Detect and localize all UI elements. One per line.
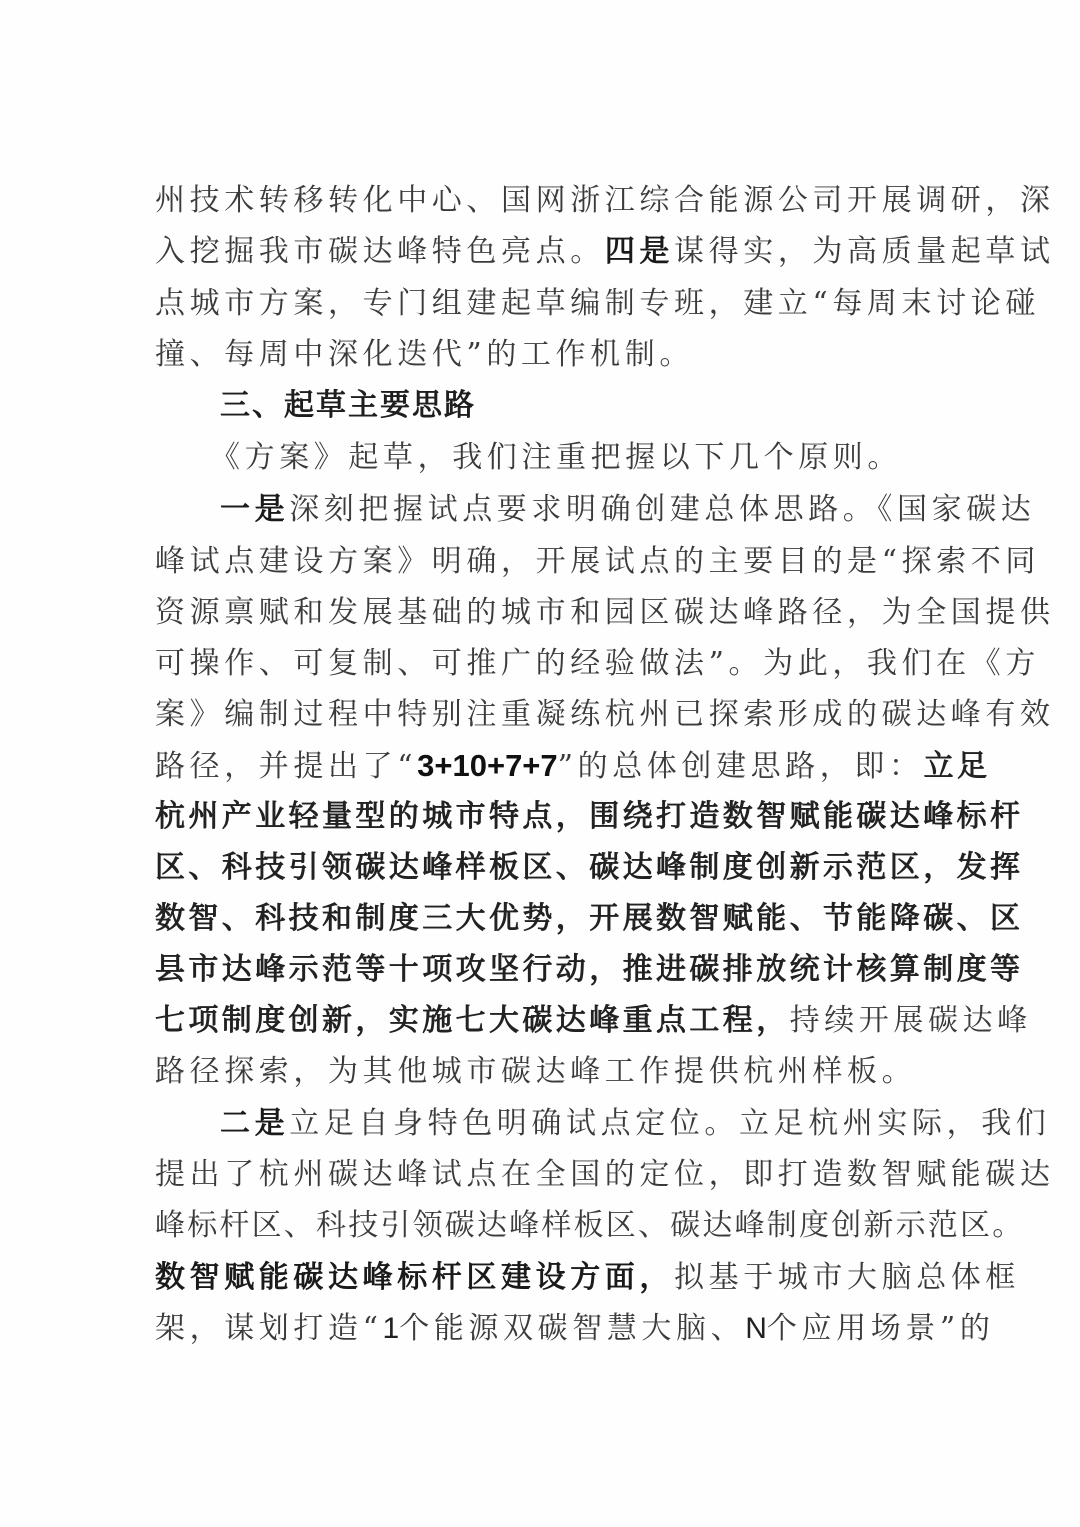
body-line (155, 995, 1032, 1046)
body-text: 谋得实，为高质量起草试 (674, 234, 1055, 269)
emphasis-text: 杭州产业轻量型的城市特点，围绕打造数智赋能碳达峰标杆 (155, 799, 1024, 834)
body-text: 个能源双碳智慧大脑、 (399, 1311, 746, 1346)
emphasis-text: 区、科技引领碳达峰样板区、碳达峰制度创新示范区，发挥 (155, 850, 1024, 885)
body-line (155, 1149, 1055, 1200)
body-text: 架，谋划打造“ (155, 1311, 383, 1346)
emphasis-text: 立足 (923, 749, 991, 784)
bold-label-one: 一是 (220, 492, 290, 527)
body-text: 入挖掘我市碳达峰特色亮点。 (155, 234, 605, 269)
body-line (220, 484, 1036, 535)
emphasis-text: 七项制度创新，实施七大碳达峰重点工程， (155, 1003, 790, 1038)
body-text: 资源禀赋和发展基础的城市和园区碳达峰路径，为全国提供 (155, 595, 1055, 630)
body-line (210, 432, 915, 483)
body-text: 撞、每周中深化迭代”的工作机制。 (155, 337, 694, 372)
body-text: 峰标杆区、科技引领碳达峰样板区、碳达峰制度创新示范区。 (155, 1208, 1025, 1243)
body-line (155, 329, 925, 380)
bold-label-four: 四是 (604, 234, 675, 269)
body-text: 路径探索，为其他城市碳达峰工作提供杭州样板。 (155, 1054, 917, 1089)
section-heading (220, 380, 925, 431)
body-line-emphasis (155, 842, 1024, 893)
body-text: 个应用场景”的 (766, 1311, 995, 1346)
body-text: 拟基于城市大脑总体框 (674, 1260, 1020, 1295)
body-line (155, 1303, 995, 1354)
body-line (155, 587, 1055, 638)
body-line (155, 1252, 1020, 1303)
body-line-emphasis (155, 893, 1024, 944)
body-text: 州技术转移转化中心、国网浙江综合能源公司开展调研，深 (155, 183, 1055, 218)
emphasis-text: 数智、科技和制度三大优势，开展数智赋能、节能降碳、区 (155, 901, 1024, 936)
body-text: 深刻把握试点要求明确创建总体思路。《国家碳达 (289, 492, 1036, 527)
bold-label-two: 二是 (220, 1106, 290, 1141)
formula-number: 3+10+7+7 (417, 748, 558, 783)
latin-letter: N (745, 1312, 767, 1345)
body-line (155, 536, 1040, 587)
body-line (155, 740, 991, 791)
bold-subheading: 数智赋能碳达峰标杆区建设方面， (155, 1260, 674, 1295)
body-line (155, 638, 1040, 689)
body-line (220, 1098, 1051, 1149)
body-line-emphasis (155, 944, 1024, 995)
body-line (155, 175, 1055, 226)
body-text: 峰试点建设方案》明确，开展试点的主要目的是“探索不同 (155, 544, 1040, 579)
body-text: 案》编制过程中特别注重凝练杭州已探索形成的碳达峰有效 (155, 697, 1055, 732)
intro-text: 《方案》起草，我们注重把握以下几个原则。 (210, 440, 902, 475)
body-line (155, 1200, 1025, 1251)
emphasis-text: 县市达峰示范等十项攻坚行动，推进碳排放统计核算制度等 (155, 952, 1024, 987)
body-line-emphasis (155, 791, 1024, 842)
body-text: 持续开展碳达峰 (789, 1003, 1032, 1038)
body-text: ”的总体创建思路，即： (557, 749, 924, 784)
body-line (155, 1046, 925, 1097)
body-text: 提出了杭州碳达峰试点在全国的定位，即打造数智赋能碳达 (155, 1157, 1055, 1192)
section-heading-text: 三、起草主要思路 (220, 388, 476, 423)
latin-number: 1 (382, 1312, 400, 1345)
body-text: 可操作、可复制、可推广的经验做法”。为此，我们在《方 (155, 646, 1040, 681)
body-text: 立足自身特色明确试点定位。立足杭州实际，我们 (289, 1106, 1051, 1141)
body-line (155, 689, 1055, 740)
body-text: 点城市方案，专门组建起草编制专班，建立“每周末讨论碰 (155, 286, 1040, 321)
body-line (155, 278, 1040, 329)
body-text: 路径，并提出了“ (155, 749, 418, 784)
body-line (155, 226, 1055, 277)
